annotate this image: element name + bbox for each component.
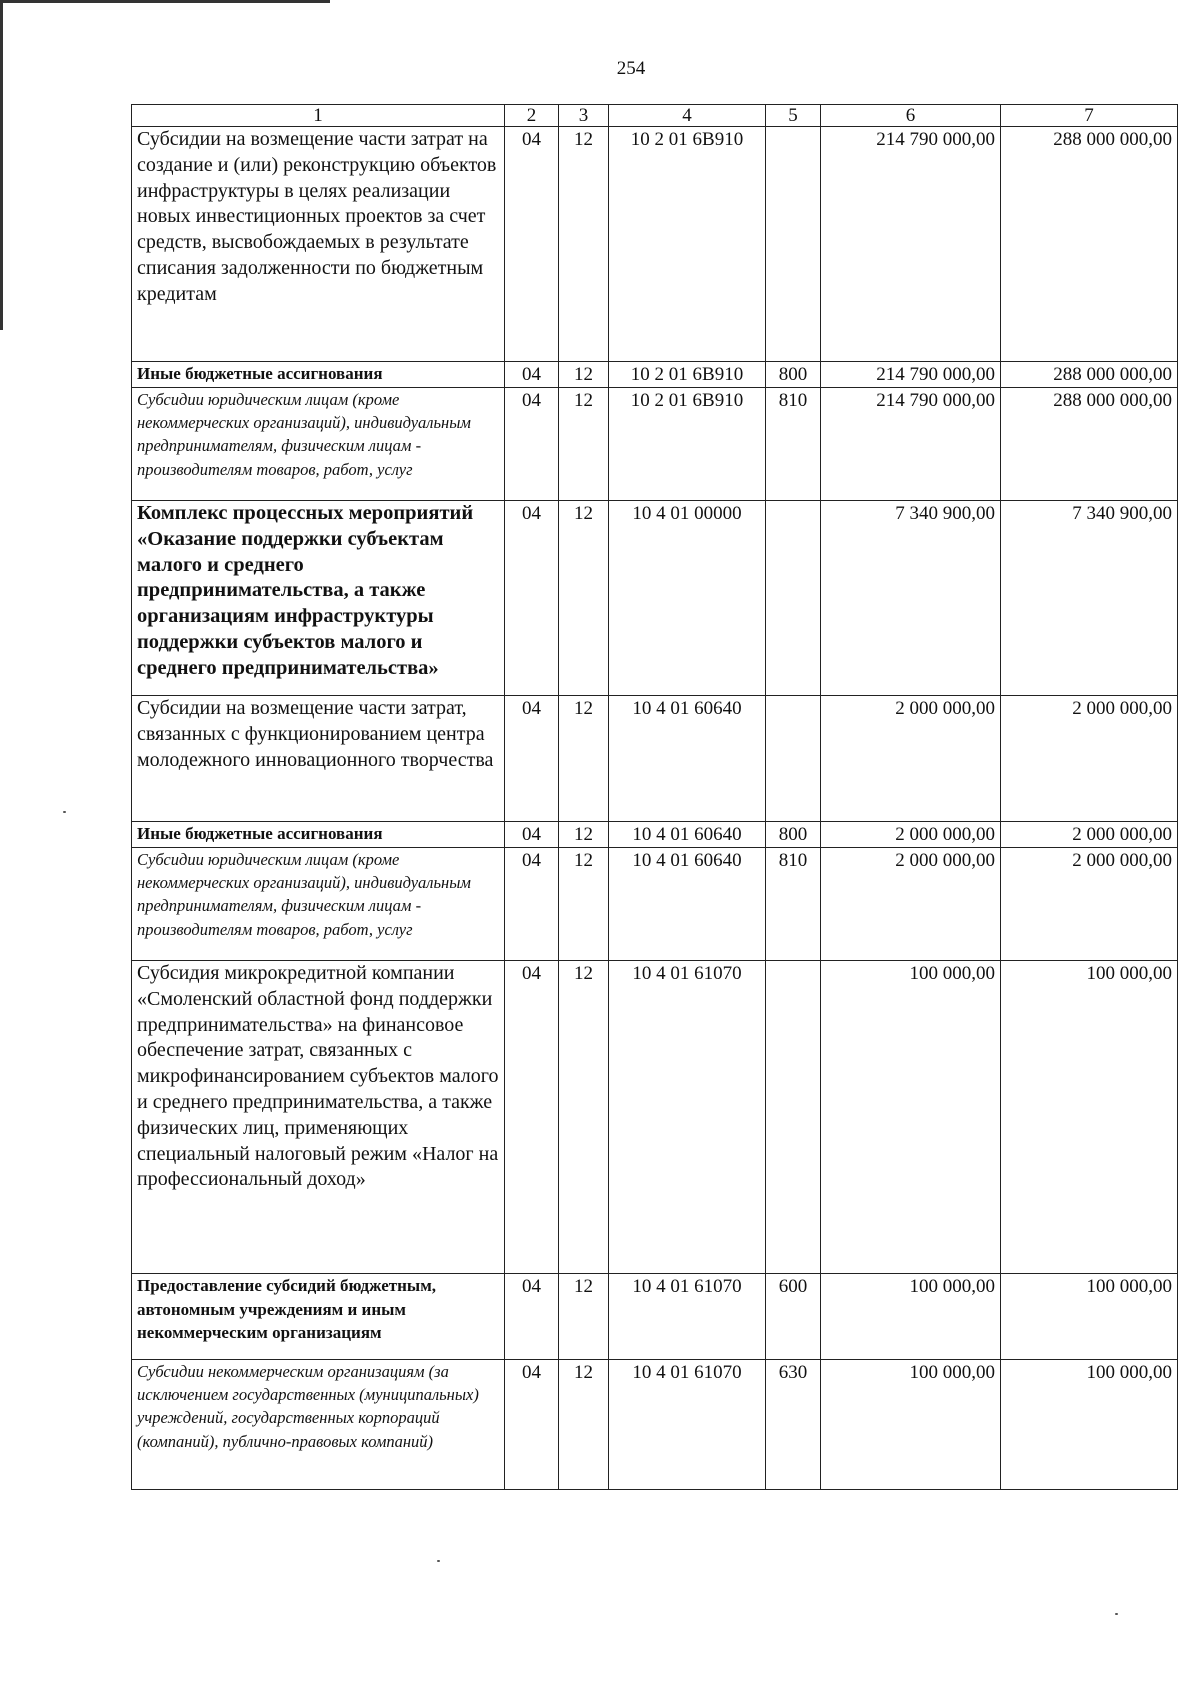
scan-edge-left bbox=[0, 0, 3, 330]
row-target-article-cell: 10 4 01 60640 bbox=[609, 848, 766, 961]
row-subsection-cell: 12 bbox=[559, 696, 609, 822]
row-amount-year1-cell: 100 000,00 bbox=[821, 1274, 1001, 1360]
row-subsection-cell: 12 bbox=[559, 961, 609, 1274]
row-target-article-cell: 10 4 01 61070 bbox=[609, 1274, 766, 1360]
row-target-article-cell: 10 2 01 6В910 bbox=[609, 388, 766, 501]
row-expense-type-cell bbox=[766, 961, 821, 1274]
scan-speck bbox=[1115, 1613, 1118, 1615]
row-name-cell: Предоставление субсидий бюджетным, автономным учреждениям и иным некоммерческим организациям bbox=[132, 1274, 505, 1360]
row-name-cell: Субсидии юридическим лицам (кроме некоммерческих организаций), индивидуальным предпринимателям, физическим лицам - производителям товаров, работ, услуг bbox=[132, 388, 505, 501]
row-subsection-cell: 12 bbox=[559, 848, 609, 961]
table-header-row bbox=[132, 105, 1178, 127]
table-row bbox=[132, 961, 1178, 1274]
row-amount-year1-cell: 2 000 000,00 bbox=[821, 848, 1001, 961]
row-amount-year2-cell: 2 000 000,00 bbox=[1001, 848, 1178, 961]
row-name-cell: Иные бюджетные ассигнования bbox=[132, 822, 505, 848]
row-amount-year1-cell: 100 000,00 bbox=[821, 1360, 1001, 1490]
row-amount-year2-cell: 100 000,00 bbox=[1001, 961, 1178, 1274]
row-section-cell: 04 bbox=[505, 848, 559, 961]
row-amount-year1-cell: 100 000,00 bbox=[821, 961, 1001, 1274]
row-amount-year2-cell: 100 000,00 bbox=[1001, 1274, 1178, 1360]
table-row bbox=[132, 848, 1178, 961]
header-col-2: 2 bbox=[505, 105, 559, 127]
row-amount-year1-cell: 2 000 000,00 bbox=[821, 822, 1001, 848]
row-amount-year1-cell: 7 340 900,00 bbox=[821, 501, 1001, 696]
row-section-cell: 04 bbox=[505, 501, 559, 696]
row-expense-type-cell bbox=[766, 501, 821, 696]
table-row bbox=[132, 1360, 1178, 1490]
row-target-article-cell: 10 4 01 60640 bbox=[609, 822, 766, 848]
row-expense-type-cell: 800 bbox=[766, 822, 821, 848]
row-target-article-cell: 10 2 01 6В910 bbox=[609, 362, 766, 388]
row-subsection-cell: 12 bbox=[559, 822, 609, 848]
row-name-cell: Субсидии некоммерческим организациям (за исключением государственных (муниципальных) учреждений, государственных корпораций (компаний), публично-правовых компаний) bbox=[132, 1360, 505, 1490]
row-amount-year1-cell: 214 790 000,00 bbox=[821, 127, 1001, 362]
row-subsection-cell: 12 bbox=[559, 501, 609, 696]
row-target-article-cell: 10 4 01 61070 bbox=[609, 1360, 766, 1490]
row-expense-type-cell bbox=[766, 696, 821, 822]
header-col-1: 1 bbox=[132, 105, 505, 127]
row-name-cell: Субсидия микрокредитной компании «Смоленский областной фонд поддержки предпринимательства» на финансовое обеспечение затрат, связанных с микрофинансированием субъектов малого и среднего предпринимательства, а также физических лиц, применяющих специальный налоговый режим «Налог на профессиональный доход» bbox=[132, 961, 505, 1274]
row-name-cell: Субсидии на возмещение части затрат, связанных с функционированием центра молодежного инновационного творчества bbox=[132, 696, 505, 822]
row-section-cell: 04 bbox=[505, 1360, 559, 1490]
header-col-5: 5 bbox=[766, 105, 821, 127]
budget-table-body bbox=[132, 105, 1178, 1490]
row-amount-year1-cell: 2 000 000,00 bbox=[821, 696, 1001, 822]
table-row bbox=[132, 362, 1178, 388]
row-amount-year2-cell: 288 000 000,00 bbox=[1001, 388, 1178, 501]
row-subsection-cell: 12 bbox=[559, 1274, 609, 1360]
row-subsection-cell: 12 bbox=[559, 127, 609, 362]
row-expense-type-cell bbox=[766, 127, 821, 362]
scan-speck bbox=[437, 1560, 440, 1562]
row-section-cell: 04 bbox=[505, 388, 559, 501]
row-name-cell: Иные бюджетные ассигнования bbox=[132, 362, 505, 388]
table-row bbox=[132, 388, 1178, 501]
row-expense-type-cell: 810 bbox=[766, 388, 821, 501]
row-section-cell: 04 bbox=[505, 362, 559, 388]
row-amount-year2-cell: 7 340 900,00 bbox=[1001, 501, 1178, 696]
row-subsection-cell: 12 bbox=[559, 362, 609, 388]
scan-speck bbox=[63, 811, 66, 813]
table-row bbox=[132, 127, 1178, 362]
row-subsection-cell: 12 bbox=[559, 1360, 609, 1490]
row-section-cell: 04 bbox=[505, 961, 559, 1274]
row-target-article-cell: 10 4 01 00000 bbox=[609, 501, 766, 696]
row-amount-year2-cell: 2 000 000,00 bbox=[1001, 822, 1178, 848]
scan-edge-top bbox=[0, 0, 330, 3]
table-row bbox=[132, 822, 1178, 848]
row-section-cell: 04 bbox=[505, 822, 559, 848]
row-expense-type-cell: 630 bbox=[766, 1360, 821, 1490]
header-col-7: 7 bbox=[1001, 105, 1178, 127]
row-section-cell: 04 bbox=[505, 696, 559, 822]
table-row bbox=[132, 501, 1178, 696]
row-expense-type-cell: 600 bbox=[766, 1274, 821, 1360]
row-name-cell: Комплекс процессных мероприятий «Оказание поддержки субъектам малого и среднего предпринимательства, а также организациям инфраструктуры поддержки субъектов малого и среднего предпринимательства» bbox=[132, 501, 505, 696]
header-col-4: 4 bbox=[609, 105, 766, 127]
row-amount-year2-cell: 288 000 000,00 bbox=[1001, 362, 1178, 388]
row-section-cell: 04 bbox=[505, 127, 559, 362]
row-expense-type-cell: 810 bbox=[766, 848, 821, 961]
row-name-cell: Субсидии на возмещение части затрат на создание и (или) реконструкцию объектов инфраструктуры в целях реализации новых инвестиционных проектов за счет средств, высвобождаемых в результате списания задолженности по бюджетным кредитам bbox=[132, 127, 505, 362]
row-target-article-cell: 10 4 01 61070 bbox=[609, 961, 766, 1274]
row-amount-year2-cell: 288 000 000,00 bbox=[1001, 127, 1178, 362]
row-amount-year2-cell: 2 000 000,00 bbox=[1001, 696, 1178, 822]
header-col-6: 6 bbox=[821, 105, 1001, 127]
row-subsection-cell: 12 bbox=[559, 388, 609, 501]
header-col-3: 3 bbox=[559, 105, 609, 127]
row-target-article-cell: 10 4 01 60640 bbox=[609, 696, 766, 822]
row-amount-year2-cell: 100 000,00 bbox=[1001, 1360, 1178, 1490]
budget-table bbox=[131, 104, 1178, 1490]
table-row bbox=[132, 1274, 1178, 1360]
row-section-cell: 04 bbox=[505, 1274, 559, 1360]
page-number: 254 bbox=[616, 58, 646, 79]
row-expense-type-cell: 800 bbox=[766, 362, 821, 388]
row-target-article-cell: 10 2 01 6В910 bbox=[609, 127, 766, 362]
table-row bbox=[132, 696, 1178, 822]
row-amount-year1-cell: 214 790 000,00 bbox=[821, 388, 1001, 501]
row-name-cell: Субсидии юридическим лицам (кроме некоммерческих организаций), индивидуальным предпринимателям, физическим лицам - производителям товаров, работ, услуг bbox=[132, 848, 505, 961]
row-amount-year1-cell: 214 790 000,00 bbox=[821, 362, 1001, 388]
